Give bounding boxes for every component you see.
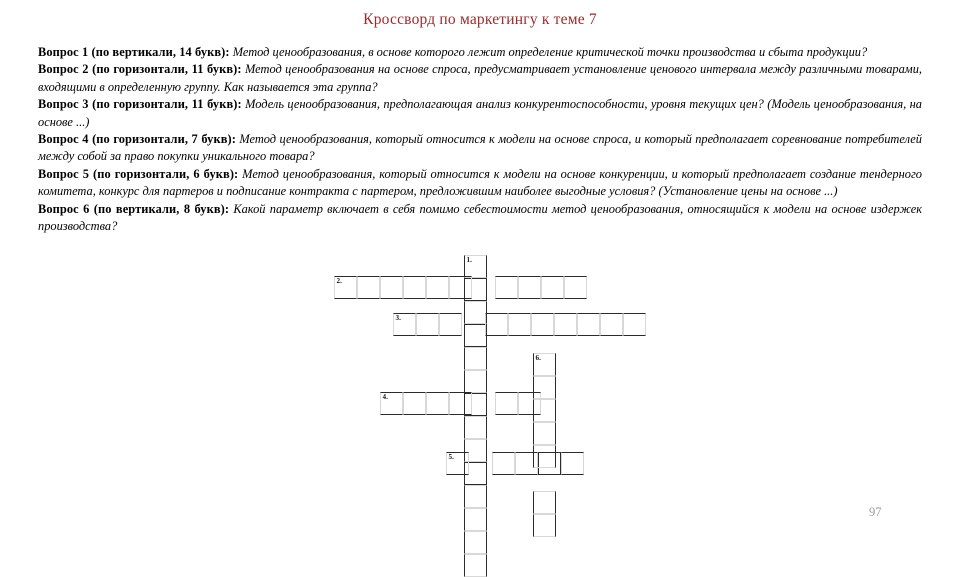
question-body: Модель ценообразования, предполагающая анализ конкурентоспособности, уровня текущих цен? (Модель ценообразования, на основе ...) [38, 97, 922, 129]
crossword-cell[interactable] [495, 276, 518, 299]
question-body: Метод ценообразования, который относится к модели на основе конкуренции, и который предполагает создание тендерного комитета, конкурс для партеров и подписание контракта с партером, предложившим наиболее выгодные условия? (Установление цены на основе ...) [38, 166, 922, 199]
question-label: Вопрос 2 (по горизонтали, 11 букв): [38, 62, 242, 77]
question-item [38, 96, 922, 131]
crossword-cell[interactable] [464, 531, 487, 554]
crossword-cell[interactable] [533, 353, 556, 376]
question-item [38, 131, 922, 166]
crossword-cell[interactable] [464, 301, 487, 324]
crossword-cell[interactable] [577, 313, 600, 336]
crossword-cell[interactable] [403, 276, 426, 299]
crossword-cell[interactable] [531, 313, 554, 336]
question-label: Вопрос 6 (по вертикали, 8 букв): [38, 201, 230, 216]
crossword-cell[interactable] [533, 491, 556, 514]
crossword-cell[interactable] [464, 370, 487, 393]
crossword-cell[interactable] [554, 313, 577, 336]
crossword-cell[interactable] [464, 554, 487, 577]
questions-list [38, 44, 922, 235]
question-item [38, 61, 922, 96]
crossword-cell[interactable] [380, 392, 403, 415]
crossword-cell[interactable] [600, 313, 623, 336]
crossword-cell[interactable] [439, 313, 462, 336]
crossword-cell-number: 2. [336, 277, 342, 285]
crossword-cell[interactable] [449, 276, 472, 299]
question-label: Вопрос 4 (по горизонтали, 7 букв): [38, 132, 236, 147]
crossword-cell-number: 6. [535, 354, 541, 362]
crossword-cell[interactable] [464, 508, 487, 531]
crossword-cell[interactable] [533, 399, 556, 422]
crossword-cell[interactable] [449, 392, 472, 415]
crossword-cell[interactable] [426, 276, 449, 299]
crossword-cell[interactable] [426, 392, 449, 415]
crossword-cell[interactable] [357, 276, 380, 299]
crossword-cell-number: 1. [466, 256, 472, 264]
page-title: Кроссворд по маркетингу к теме 7 [363, 11, 597, 28]
crossword-cell[interactable] [446, 452, 469, 475]
question-label: Вопрос 5 (по горизонтали, 6 букв): [38, 166, 239, 181]
crossword-cell[interactable] [508, 313, 531, 336]
crossword-cell[interactable] [564, 276, 587, 299]
question-item [38, 166, 922, 201]
crossword-cell[interactable] [334, 276, 357, 299]
crossword-cell[interactable] [464, 347, 487, 370]
crossword-cell[interactable] [541, 276, 564, 299]
page-number: 97 [869, 505, 882, 519]
crossword-cell[interactable] [492, 452, 515, 475]
crossword-cell[interactable] [403, 392, 426, 415]
crossword-cell[interactable] [464, 416, 487, 439]
crossword-cell[interactable] [485, 313, 508, 336]
question-body: Метод ценообразования, в основе которого лежит определение критической точки производства и сбыта продукции? [232, 45, 868, 59]
crossword-cell[interactable] [533, 445, 556, 468]
crossword-cell[interactable] [518, 276, 541, 299]
crossword-cell[interactable] [533, 514, 556, 537]
question-item [38, 44, 922, 61]
crossword-cell[interactable] [416, 313, 439, 336]
crossword-cell-number: 5. [448, 453, 454, 461]
question-body: Какой параметр включает в себя помимо себестоимости метод ценообразования, относящийся к модели на основе издержек производства? [38, 201, 922, 234]
question-body: Метод ценообразования на основе спроса, предусматривает установление ценового интервала между различными товарами, входящими в определенную группу. Как называется эта группа? [38, 62, 922, 94]
crossword-cell[interactable] [561, 452, 584, 475]
crossword-cell[interactable] [393, 313, 416, 336]
crossword-cell-number: 3. [395, 314, 401, 322]
crossword-cell[interactable] [495, 392, 518, 415]
crossword-cell[interactable] [464, 485, 487, 508]
question-label: Вопрос 3 (по горизонтали, 11 букв): [38, 97, 242, 112]
crossword-cell[interactable] [380, 276, 403, 299]
crossword-cell[interactable] [623, 313, 646, 336]
question-label: Вопрос 1 (по вертикали, 14 букв): [38, 45, 230, 59]
crossword-cell[interactable] [464, 324, 487, 347]
crossword-cell-number: 4. [382, 393, 388, 401]
question-item [38, 201, 922, 236]
question-body: Метод ценообразования, который относится к модели на основе спроса, и который предполагает соревнование потребителей между собой за право покупки уникального товара? [38, 132, 922, 164]
crossword-cell[interactable] [533, 422, 556, 445]
crossword-cell[interactable] [464, 255, 487, 278]
crossword-cell[interactable] [533, 376, 556, 399]
